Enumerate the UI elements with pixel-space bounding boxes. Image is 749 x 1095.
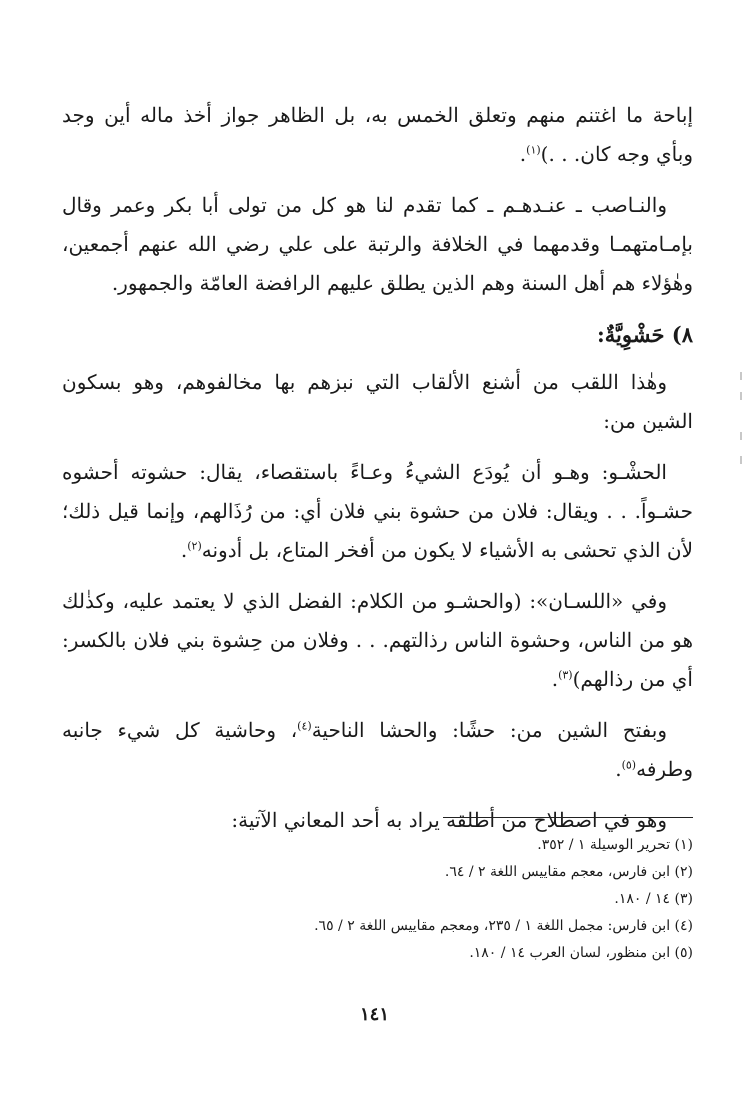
footnote-ref-3[interactable]: (٣)	[558, 668, 573, 682]
section-heading: ٨) حَشْوِيَّةٌ:	[597, 322, 693, 347]
footnote-3: (٣) ١٤ / ١٨٠.	[614, 891, 693, 907]
paragraph-1: إباحة ما اغتنم منهم وتعلق الخمس به، بل الظاهر جواز أخذ ماله أين وجد وبأي وجه كان. . .)$^{(١)}$.	[62, 103, 693, 166]
footnote-ref-1[interactable]: (١)	[526, 143, 541, 157]
paragraph-6: وبفتح الشين من: حشًا: والحشا الناحية$^{(٤)}$، وحاشية كل شيء جانبه وطرفه$^{(٥)}$.	[62, 718, 693, 781]
footnote-ref-5[interactable]: (٥)	[621, 758, 637, 772]
paragraph-4: الحشْـو: وهـو أن يُودَع الشيءُ وعـاءً باستقصاء، يقال: حشوته أحشوه حشـواً. . . ويقال: فلان من حشوة بني فلان أي: من رُذَالهم، وإنما قيل ذلك؛ لأن الذي تحشى به الأشياء لا يكون من أفخر المتاع، بل أدونه$^{(٢)}$.	[62, 460, 693, 562]
edge-mark	[740, 392, 742, 400]
footnote-separator	[443, 817, 693, 818]
footnotes-list	[62, 832, 693, 967]
edge-mark	[740, 432, 742, 440]
paragraph-5: وفي «اللسـان»: (والحشـو من الكلام: الفضل الذي لا يعتمد عليه، وكذٰلك هو من الناس، وحشوة الناس رذالتهم. . . وفلان من حِشوة بني فلان بالكسر: أي من رذالهم)$^{(٣)}$.	[62, 589, 693, 691]
footnote-ref-4[interactable]: (٤)	[297, 719, 312, 733]
main-text	[62, 96, 693, 852]
page-number: ١٤١	[359, 1004, 389, 1025]
footnote-2: (٢) ابن فارس، معجم مقاييس اللغة ٢ / ٦٤.	[444, 864, 693, 880]
paragraph-2: والنـاصب ـ عنـدهـم ـ كما تقدم لنا هو كل من تولى أبا بكر وعمر وقال بإمـامتهمـا وقدمهما في الخلافة والرتبة على علي رضي الله عنهم أجمعين، وهٰؤلاء هم أهل السنة وهم الذين يطلق عليهم الرافضة العامّة والجمهور.	[62, 193, 693, 295]
footnote-4: (٤) ابن فارس: مجمل اللغة ١ / ٢٣٥، ومعجم مقاييس اللغة ٢ / ٦٥.	[314, 918, 693, 934]
footnote-ref-2[interactable]: (٢)	[187, 539, 202, 553]
paragraph-3: وهٰذا اللقب من أشنع الألقاب التي نبزهم بها مخالفوهم، وهو بسكون الشين من:	[62, 370, 693, 433]
edge-mark	[740, 456, 742, 464]
paragraph-7: وهو في اصطلاح من أطلقه يراد به أحد المعاني الآتية:	[231, 808, 667, 832]
footnote-1: (١) تحرير الوسيلة ١ / ٣٥٢.	[537, 837, 693, 853]
edge-mark	[740, 372, 742, 380]
footnote-5: (٥) ابن منظور، لسان العرب ١٤ / ١٨٠.	[469, 945, 693, 961]
